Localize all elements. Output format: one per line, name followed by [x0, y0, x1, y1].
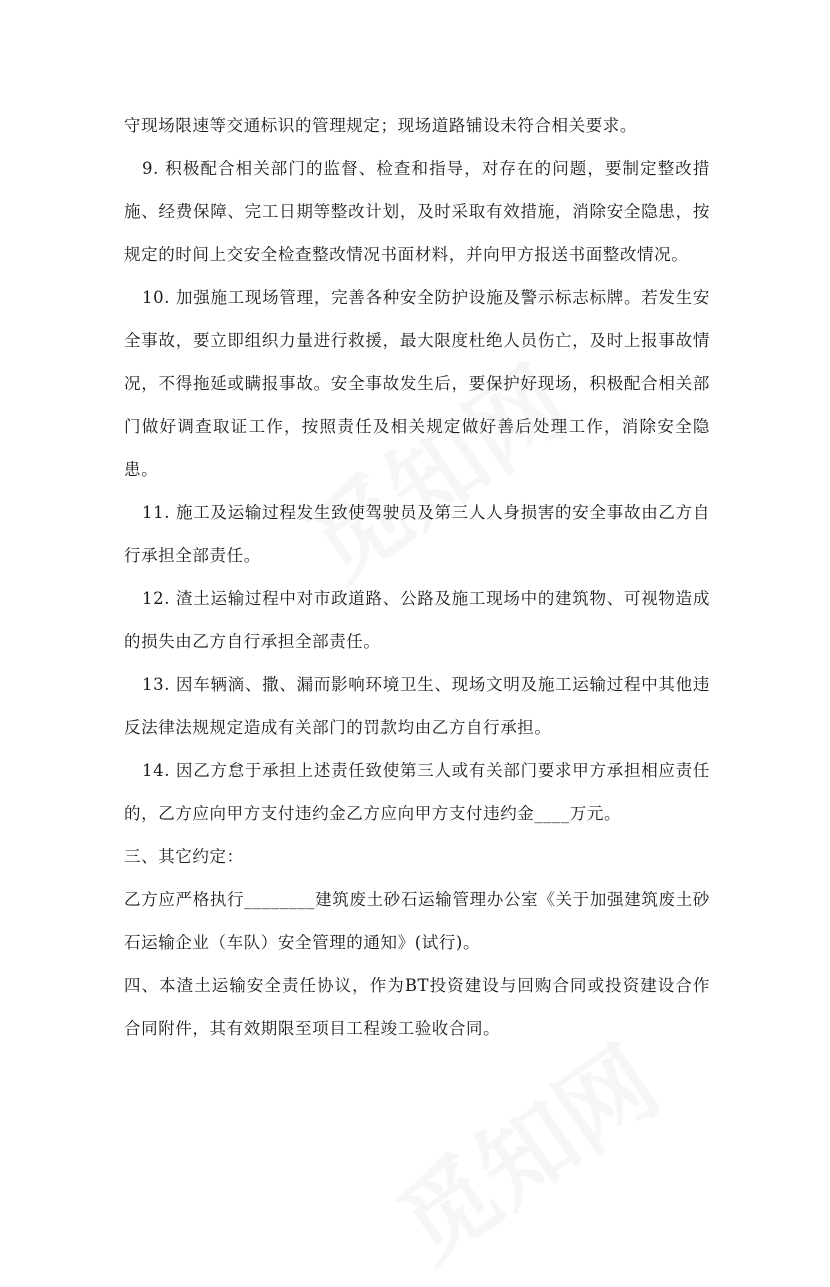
section-3-heading: 三、其它约定：: [124, 847, 244, 866]
clause-12: 12. 渣土运输过程中对市政道路、公路及施工现场中的建筑物、可视物造成的损失由乙方自行承担全部责任。: [124, 589, 710, 651]
clause-9: 9. 积极配合相关部门的监督、检查和指导，对存在的问题，要制定整改措施、经费保障、完工日期等整改计划，及时采取有效措施，消除安全隐患，按规定的时间上交安全检查整改情况书面材料，并向甲方报送书面整改情况。: [124, 159, 710, 264]
section-4: 四、本渣土运输安全责任协议，作为BT投资建设与回购合同或投资建设合作合同附件，其有效期限至项目工程竣工验收合同。: [124, 976, 710, 1038]
paragraph-continued: 守现场限速等交通标识的管理规定；现场道路铺设未符合相关要求。: [124, 116, 637, 135]
clause-14: 14. 因乙方怠于承担上述责任致使第三人或有关部门要求甲方承担相应责任的，乙方应向甲方支付违约金乙方应向甲方支付违约金____万元。: [124, 761, 710, 823]
document-body: [124, 104, 710, 1050]
clause-10: 10. 加强施工现场管理，完善各种安全防护设施及警示标志标牌。若发生安全事故，要立即组织力量进行救援，最大限度杜绝人员伤亡，及时上报事故情况，不得拖延或瞒报事故。安全事故发生后，要保护好现场，积极配合相关部门做好调查取证工作，按照责任及相关规定做好善后处理工作，消除安全隐患。: [124, 288, 710, 479]
clause-13: 13. 因车辆滴、撒、漏而影响环境卫生、现场文明及施工运输过程中其他违反法律法规规定造成有关部门的罚款均由乙方自行承担。: [124, 675, 710, 737]
watermark: [367, 1010, 681, 1287]
clause-11: 11. 施工及运输过程发生致使驾驶员及第三人人身损害的安全事故由乙方自行承担全部责任。: [124, 503, 710, 565]
section-3-body: 乙方应严格执行________建筑废土砂石运输管理办公室《关于加强建筑废土砂石运输企业（车队）安全管理的通知》(试行)。: [124, 890, 710, 952]
